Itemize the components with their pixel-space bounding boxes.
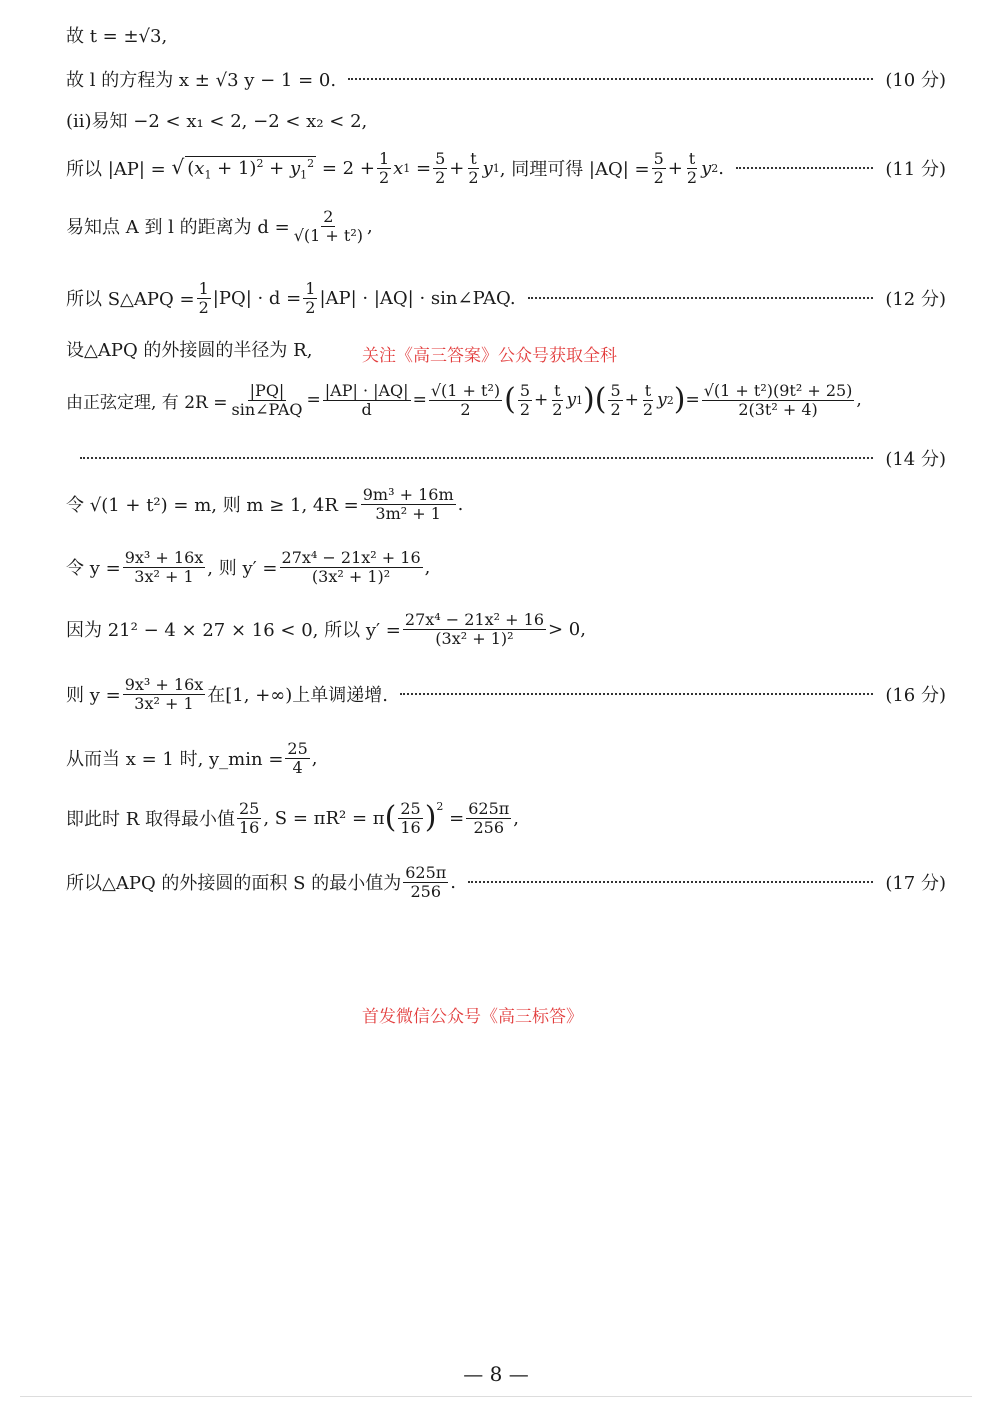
area-end: |AP| · |AQ| · sin∠PAQ.: [319, 287, 516, 309]
score-17: (17 分): [885, 873, 946, 895]
distance-prefix: 易知点 A 到 l 的距离为 d =: [66, 217, 290, 239]
frac-s-2: $\frac{625\pi}{256}$: [405, 863, 447, 901]
func-prefix: 令 y =: [66, 558, 121, 580]
monotone-end: 在[1, +∞)上单调递增.: [207, 685, 389, 707]
frac-t-2-2: $\frac{t}{2}$: [686, 149, 698, 187]
frac-five-half-2: $\frac{5}{2}$: [653, 149, 664, 187]
area-prefix: 所以 S△APQ =: [66, 289, 195, 311]
ap-mid: = 2 +: [321, 157, 375, 179]
ap-eq: =: [416, 157, 432, 179]
area-mid: |PQ| · d =: [212, 287, 302, 309]
ymin-prefix: 从而当 x = 1 时, y_min =: [66, 749, 284, 771]
dot-leader: [528, 297, 874, 299]
because-end: > 0,: [548, 618, 586, 640]
line-sine-law: 由正弦定理, 有 2R = $\frac{|PQ|}{\text{sin∠PAQ}}$ = $\frac{|AP| \cdot |AQ|}{d}$ = $\frac{\text{√(1 + t²)}}{2}$ ( $\frac{5}{2}$ + $\frac{t}{2}$ y 1 ) ( $\frac{5}{2}$ + $\frac{t}{2}$ y 2 ) = $\frac{\text{√(1 + t²)(9t² + 25)}}{\text{2(3t² + 4)}}$ ,: [66, 381, 862, 419]
watermark-bottom: 首发微信公众号《高三标答》: [362, 1007, 583, 1027]
line-area: [66, 280, 946, 316]
line-t-value: [66, 22, 946, 48]
paren-left-1: (: [504, 382, 516, 418]
frac-rmin-2: $\frac{25}{16}$: [400, 799, 421, 837]
frac-t-2-4: $\frac{t}{2}$: [642, 381, 654, 419]
dot-leader: [80, 457, 873, 459]
line-ii-text: (ⅱ)易知 −2 < x₁ < 2, −2 < x₂ < 2,: [66, 111, 368, 132]
frac-deriv-2: $\frac{\text{27x⁴ − 21x² + 16}}{\text{(3x² + 1)²}}$: [404, 610, 544, 648]
dot-leader: [348, 78, 873, 80]
because-prefix: 因为 21² − 4 × 27 × 16 < 0, 所以 y′ =: [66, 620, 401, 642]
frac-result-14: $\frac{\text{√(1 + t²)(9t² + 25)}}{\text{2(3t² + 4)}}$: [703, 381, 853, 419]
frac-x: $\frac{\text{9x³ + 16x}}{\text{3x² + 1}}$: [124, 548, 204, 586]
line-because: [66, 611, 946, 647]
frac-t-2-3: $\frac{t}{2}$: [552, 381, 563, 419]
line-ymin: 从而当 x = 1 时, y_min = $\frac{25}{4}$ ,: [66, 739, 318, 777]
paren-right-3: ): [424, 800, 437, 836]
radius-text: 设△APQ 的外接圆的半径为 R,: [66, 340, 313, 361]
sine-prefix: 由正弦定理, 有 2R =: [66, 392, 228, 413]
line-l-equation: [66, 66, 946, 92]
frac-x-2: $\frac{\text{9x³ + 16x}}{\text{3x² + 1}}$: [124, 675, 204, 713]
paren-right-1: ): [583, 382, 595, 418]
line-l-text: 故 l 的方程为 x ± √3 y − 1 = 0.: [66, 70, 337, 91]
paren-left-3: (: [384, 800, 397, 836]
rmin-prefix: 即此时 R 取得最小值: [66, 809, 235, 831]
rmin-mid: , S = πR² = π: [263, 807, 385, 829]
line-score-14: [66, 445, 946, 471]
line-ii: [66, 107, 946, 133]
monotone-prefix: 则 y =: [66, 685, 121, 707]
frac-pq-sin: $\frac{|PQ|}{\text{sin∠PAQ}}$: [231, 381, 303, 419]
score-10: (10 分): [885, 70, 946, 91]
score-12: (12 分): [885, 289, 946, 311]
func-mid: , 则 y′ =: [207, 558, 278, 580]
line-sub-m: 令 √(1 + t²) = m, 则 m ≥ 1, 4R = $\frac{\text{9m³ + 16m}}{\text{3m² + 1}}$ .: [66, 485, 464, 523]
line-conclusion: 所以△APQ 的外接圆的面积 S 的最小值为 $\frac{625\pi}{256}$ . (17 分): [66, 863, 946, 901]
sub-m-prefix: 令 √(1 + t²) = m, 则 m ≥ 1, 4R =: [66, 495, 359, 517]
frac-deriv-1: $\frac{\text{27x⁴ − 21x² + 16}}{\text{(3x² + 1)²}}$: [281, 548, 421, 586]
line-rmin: 即此时 R 取得最小值 $\frac{25}{16}$ , S = πR² = π ( $\frac{25}{16}$ ) $^2$ = $\frac{625\pi}{256}$ ,: [66, 799, 520, 837]
frac-half-2: $\frac{1}{2}$: [198, 279, 209, 317]
frac-five-half-3: $\frac{5}{2}$: [519, 381, 530, 419]
paren-right-2: ): [673, 382, 686, 418]
frac-rmin: $\frac{25}{16}$: [239, 799, 260, 837]
frac-half-1: $\frac{1}{2}$: [378, 149, 390, 187]
dot-leader: [736, 167, 873, 169]
score-14: (14 分): [885, 449, 946, 470]
line-func-y: 令 y = $\frac{\text{9x³ + 16x}}{\text{3x² + 1}}$ , 则 y′ = $\frac{\text{27x⁴ − 21x² + 16}}{\text{(3x² + 1)²}}$ ,: [66, 548, 431, 586]
frac-m: $\frac{\text{9m³ + 16m}}{\text{3m² + 1}}$: [362, 485, 454, 523]
dot-leader: [400, 693, 873, 695]
frac-t-2-1: $\frac{t}{2}$: [468, 149, 479, 187]
dot-leader: [468, 881, 873, 883]
page-number: — 8 —: [463, 1362, 529, 1386]
line-monotone: [66, 676, 946, 712]
bottom-rule: [20, 1396, 972, 1397]
frac-ymin: $\frac{25}{4}$: [287, 739, 308, 777]
line-ap: 所以 |AP| = √ $(x_1 + 1)^2 + y_1^2$ = 2 + $\frac{1}{2}$ x 1 = $\frac{5}{2}$ + $\frac{t}{2}$ y 1 , 同理可得 |AQ| = $\frac{5}{2}$ + $\frac{t}{2}$ y 2 . (11 分): [66, 149, 946, 187]
ap-sqrt: √ $(x_1 + 1)^2 + y_1^2$: [171, 154, 315, 182]
score-16: (16 分): [885, 685, 946, 707]
frac-s-1: $\frac{625\pi}{256}$: [468, 799, 510, 837]
line-t-text: 故 t = ±√3,: [66, 26, 168, 47]
frac-d: $\frac{2}{\text{√(1 + t²)}}$: [293, 207, 363, 245]
aq-prefix: , 同理可得 |AQ| =: [499, 159, 650, 181]
line-distance: 易知点 A 到 l 的距离为 d = $\frac{2}{\text{√(1 + t²)}}$ ,: [66, 207, 373, 245]
conclusion-prefix: 所以△APQ 的外接圆的面积 S 的最小值为: [66, 873, 402, 895]
watermark-top: 关注《高三答案》公众号获取全科: [362, 346, 617, 366]
frac-sqrt-half: $\frac{\text{√(1 + t²)}}{2}$: [430, 381, 501, 419]
frac-five-half-4: $\frac{5}{2}$: [610, 381, 621, 419]
score-11: (11 分): [885, 159, 946, 181]
paren-left-2: (: [594, 382, 607, 418]
frac-half-3: $\frac{1}{2}$: [305, 279, 316, 317]
frac-five-half-1: $\frac{5}{2}$: [435, 149, 446, 187]
ap-prefix: 所以 |AP| =: [66, 159, 166, 181]
frac-apaq-d: $\frac{|AP| \cdot |AQ|}{d}$: [324, 381, 409, 419]
